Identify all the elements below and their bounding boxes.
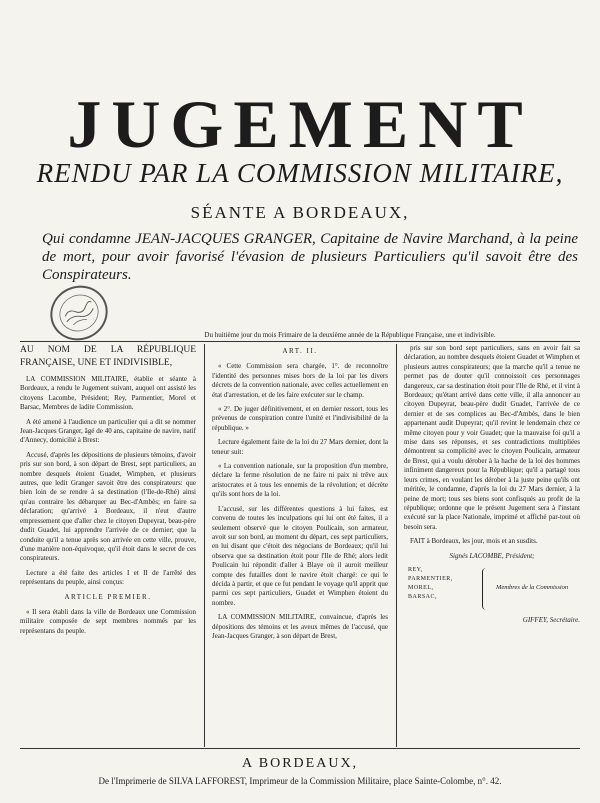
footer-rule bbox=[20, 748, 580, 749]
paragraph: LA COMMISSION MILITAIRE, établie et séante à Bordeaux, a rendu le Jugement suivant, auquel ont assisté les citoyens Lacombe, Président; Rey, Parmentier, Morel et Barsac, Membres de ladite Commission. bbox=[20, 375, 196, 412]
member-names bbox=[408, 566, 453, 602]
commission-members bbox=[404, 566, 580, 616]
header-rule bbox=[20, 341, 580, 342]
document-subtitle: RENDU PAR LA COMMISSION MILITAIRE, bbox=[36, 158, 564, 188]
member-name: MOREL, bbox=[408, 584, 434, 591]
column-divider bbox=[204, 344, 205, 747]
paragraph: « 2°. De juger définitivement, et en dernier ressort, tous les prévenus de conspiration contre l'unité et l'indivisibilité de la république. » bbox=[212, 405, 388, 432]
paragraph: L'accusé, sur les différentes questions à lui faites, est convenu de toutes les inculpations qui lui ont été faites, il a seulement observé que le citoyen Poulicain, son armateur, avoit sur son bord, au moment du départ, ces sept particuliers, en lui disant que c'étoit des négocians de Bordeaux; qu'il lui observa que sa destination étoit pour l'Ile de Rhé; alors ledit Poulicain lui répondit d'aller à Blaye où il auroit meilleur compte des futailles dont le navire étoit chargé: ce qui le décida à partir, et que ce fut pendant le voyage qu'il apprit que parmi ces sept particuliers, Guadet et Wimphen étoient du nombre. bbox=[212, 504, 388, 607]
brace-icon bbox=[482, 568, 489, 610]
seat-line: SÉANTE A BORDEAUX, bbox=[190, 203, 410, 222]
column-2 bbox=[212, 344, 388, 646]
president-signature: Signés LACOMBE, Président; bbox=[449, 551, 535, 560]
document-title: JUGEMENT bbox=[67, 86, 533, 162]
member-name: REY, bbox=[408, 566, 423, 573]
paragraph: LA COMMISSION MILITAIRE, convaincue, d'après les dépositions des témoins et les aveux mêmes de l'accusé, que Jean-Jacques Granger, à son départ de Brest, bbox=[212, 613, 388, 640]
secretary-signature: GIFFEY, Secrétaire. bbox=[522, 615, 580, 624]
paragraph: Lecture a été faite des articles I et II de l'arrêté des représentans du peuple, ainsi conçus: bbox=[20, 568, 196, 587]
imprint-printer: De l'Imprimerie de SILVA LAFFOREST, Imprimeur de la Commission Militaire, place Sainte-Colombe, n°. 42. bbox=[98, 776, 502, 786]
member-name: BARSAC, bbox=[408, 593, 438, 600]
paragraph: FAIT à Bordeaux, les jour, mois et an susdits. bbox=[410, 537, 538, 546]
article-heading: ARTICLE PREMIER. bbox=[64, 592, 152, 601]
paragraph: Lecture également faite de la loi du 27 Mars dernier, dont la teneur suit: bbox=[212, 438, 388, 456]
article-heading: ART. II. bbox=[282, 347, 318, 355]
column-1 bbox=[20, 344, 196, 641]
members-label: Membres de la Commission bbox=[496, 583, 569, 591]
library-stamp-icon bbox=[41, 276, 116, 349]
paragraph: pris sur son bord sept particuliers, sans en avoir fait sa déclaration, au nombre desquels étoient Guadet et Wimphen et plusieurs autres conspirateurs; que la marche qu'il a tenue ne permet pas de douter qu'il connoissoit ces personnages dangereux, car sa destination étoit pour l'Ile de Rhé, et il vint à Bordeaux; qu'étant arrivé dans cette ville, il alla annoncer au citoyen Dupeyrat, beau-père dudit Guadet, l'arrivée de ce dernier et de ses complices au Bec-d'Ambès, dans le bien appartenant audit Dupeyrat; qu'il revint le lendemain chez ce même citoyen pour y voir Guadet; que la mauvaise foi qu'il a mise dans ses réponses, et ses contradictions multipliées démontrent sa complicité avec le citoyen Poulicain, armateur de Brest, qui a voulu dérober à la hache de la loi des hommes infiniment dangereux pour la République; qu'il a partagé tous leurs crimes, en voulant les dérober à la juste peine qu'ils ont méritée, le condamne, d'après la loi du 27 Mars dernier, à la peine de mort; tous ses biens sont confisqués au profit de la république; ordonne que le présent Jugement sera à l'instant exécuté sur la place Nationale, imprimé et affiché par-tout où besoin sera. bbox=[404, 344, 580, 531]
judgment-summary: Qui condamne JEAN-JACQUES GRANGER, Capitaine de Navire Marchand, à la peine de mort, pour avoir favorisé l'évasion de plusieurs Particuliers qu'il savoit être des Conspirateurs. bbox=[42, 231, 578, 283]
paragraph: « Cette Commission sera chargée, 1°. de reconnoître l'identité des personnes mises hors de la loi par les divers décrets de la convention nationale, avec celles actuellement en état d'arrestation, et de les faire exécuter sur le champ. bbox=[212, 362, 388, 399]
date-line: Du huitième jour du mois Frimaire de la deuxième année de la République Française, une et indivisible. bbox=[204, 331, 496, 339]
column-3 bbox=[404, 344, 580, 630]
paragraph: « Il sera établi dans la ville de Bordeaux une Commission militaire composée de sept membres nommés par les représentans du peuple. bbox=[20, 607, 196, 635]
paragraph: « La convention nationale, sur la proposition d'un membre, déclare la ferme résolution de ne faire ni paix ni trêve aux aristocrates et à tous les ennemis de la révolution; et décrète qu'ils sont hors de la loi. bbox=[212, 462, 388, 499]
member-name: PARMENTIER, bbox=[408, 575, 453, 582]
paragraph: A été amené à l'audience un particulier qui a dit se nommer Jean-Jacques Granger, âgé de 40 ans, capitaine de navire, natif d'Annecy, domicilié à Brest: bbox=[20, 417, 196, 445]
imprint-city: A BORDEAUX, bbox=[241, 756, 359, 771]
republic-heading: AU NOM DE LA RÉPUBLIQUE FRANÇAISE, UNE ET INDIVISIBLE, bbox=[20, 345, 196, 368]
paragraph: Accusé, d'après les dépositions de plusieurs témoins, d'avoir pris sur son bord, à son départ de Brest, sept particuliers, au nombre desquels étoient Guadet, Wimphen, et plusieurs autres, que ledit Granger savoit être des conspirateurs: que bien loin de se rendre à sa destination (l'Ile-de-Rhé) ainsi qu'au contraire les débarquer au Bec-d'Ambès; en faire sa déclaration; qu'arrivé à Bordeaux, il n'eut d'autre empressement que d'aller chez le citoyen Dupeyrat, beau-père dudit Guadet, lui apprendre l'arrivée de ce dernier; que la conduite qu'il a tenue après son arrivée en cette ville, prouve, d'une manière non-équivoque, qu'il étoit dans le secret de ces conspirateurs. bbox=[20, 450, 196, 563]
column-divider bbox=[396, 344, 397, 747]
